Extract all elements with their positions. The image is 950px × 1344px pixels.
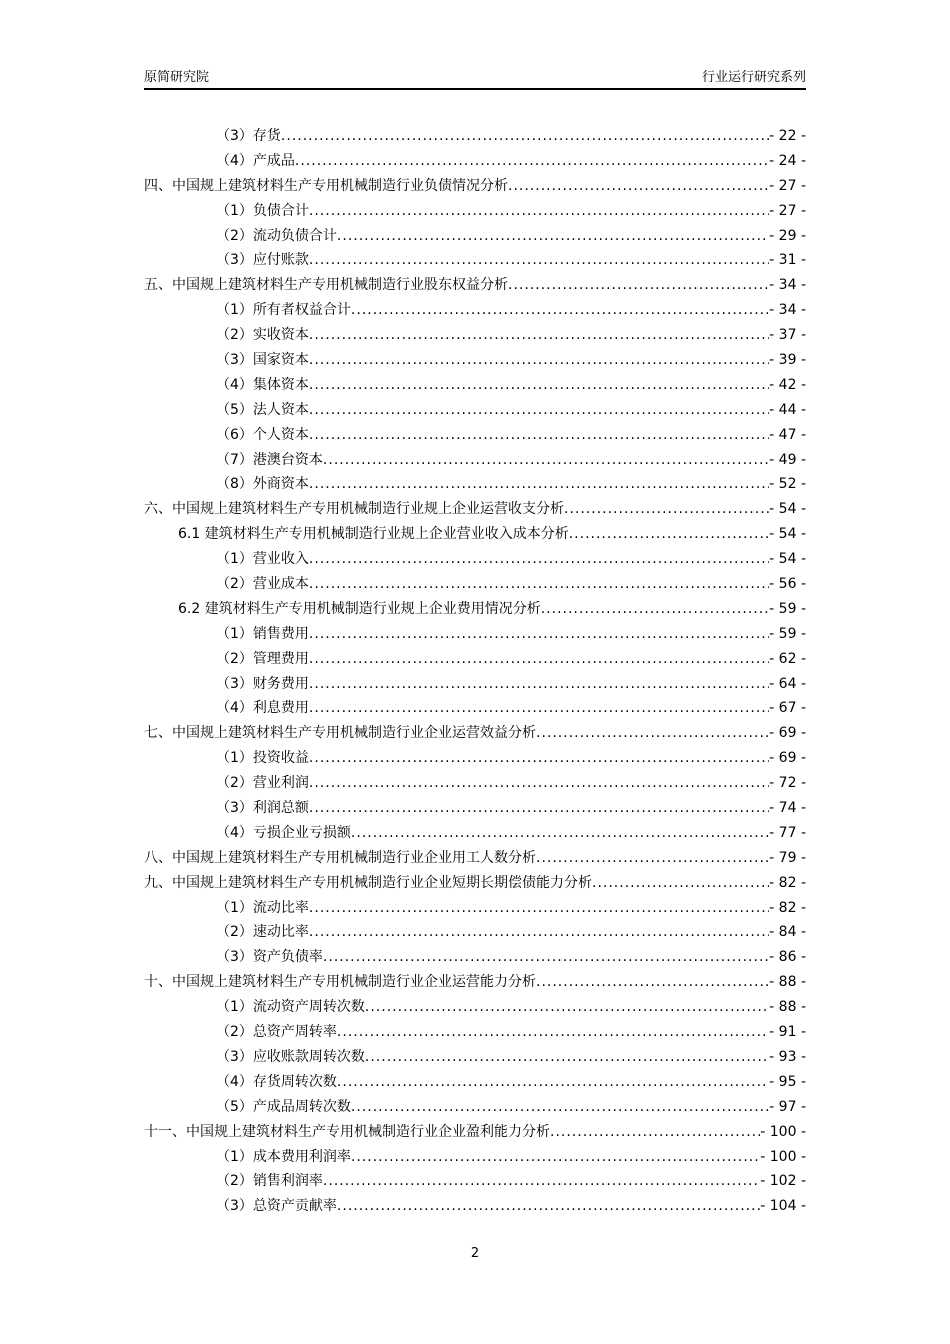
toc-entry-page: - 84 -	[769, 924, 806, 941]
toc-dot-leader	[541, 597, 769, 622]
toc-dot-leader	[508, 174, 769, 199]
toc-entry-title: （7）港澳台资本	[216, 451, 323, 468]
toc-entry-page: - 88 -	[769, 974, 806, 991]
toc-entry-title: （5）法人资本	[216, 401, 309, 418]
toc-dot-leader	[309, 572, 769, 597]
toc-entry-page: - 47 -	[769, 426, 806, 443]
header-org-name: 原简研究院	[144, 70, 210, 85]
page-header	[144, 68, 806, 90]
toc-dot-leader	[309, 896, 769, 921]
toc-entry-title: 九、中国规上建筑材料生产专用机械制造行业企业短期长期偿债能力分析	[144, 874, 592, 891]
toc-entry-page: - 44 -	[769, 401, 806, 418]
toc-entry-title: 五、中国规上建筑材料生产专用机械制造行业股东权益分析	[144, 277, 508, 294]
toc-dot-leader	[365, 995, 769, 1020]
toc-dot-leader	[323, 448, 769, 473]
toc-dot-leader	[309, 647, 769, 672]
toc-entry-title: （2）实收资本	[216, 327, 309, 344]
toc-dot-leader	[309, 672, 769, 697]
toc-entry-title: 十、中国规上建筑材料生产专用机械制造行业企业运营能力分析	[144, 974, 536, 991]
toc-entry-page: - 49 -	[769, 451, 806, 468]
toc-dot-leader	[309, 472, 769, 497]
toc-entry-title: （3）利润总额	[216, 800, 309, 817]
toc-entry-title: （3）国家资本	[216, 352, 309, 368]
toc-entry-page: - 39 -	[769, 352, 806, 368]
toc-dot-leader	[550, 1120, 760, 1145]
toc-entry-page: - 52 -	[769, 476, 806, 493]
toc-entry[interactable]	[144, 1194, 806, 1219]
toc-entry[interactable]	[144, 821, 806, 846]
toc-dot-leader	[351, 298, 769, 323]
toc-entry-page: - 54 -	[769, 526, 806, 543]
toc-dot-leader	[309, 348, 769, 373]
toc-entry-title: （1）流动比率	[216, 899, 309, 916]
toc-entry-title: （3）存货	[216, 127, 281, 144]
toc-entry[interactable]	[144, 472, 806, 497]
toc-entry[interactable]	[144, 945, 806, 970]
toc-dot-leader	[309, 920, 769, 945]
toc-dot-leader	[351, 1095, 769, 1120]
toc-dot-leader	[337, 1070, 769, 1095]
toc-entry-title: （3）总资产贡献率	[216, 1198, 337, 1215]
toc-entry[interactable]	[144, 647, 806, 672]
toc-dot-leader	[309, 423, 769, 448]
toc-entry[interactable]	[144, 995, 806, 1020]
toc-dot-leader	[281, 124, 769, 149]
toc-entry-title: （2）营业成本	[216, 576, 309, 593]
toc-entry-page: - 22 -	[769, 127, 806, 144]
toc-entry-page: - 27 -	[769, 177, 806, 194]
toc-entry-page: - 42 -	[769, 376, 806, 393]
toc-entry-page: - 31 -	[769, 252, 806, 269]
toc-dot-leader	[351, 1145, 760, 1170]
toc-entry[interactable]	[144, 224, 806, 249]
toc-entry-page: - 91 -	[769, 1024, 806, 1041]
toc-entry[interactable]	[144, 348, 806, 373]
toc-entry-page: - 24 -	[769, 152, 806, 169]
toc-entry[interactable]	[144, 547, 806, 572]
toc-entry[interactable]	[144, 323, 806, 348]
toc-entry-title: 八、中国规上建筑材料生产专用机械制造行业企业用工人数分析	[144, 849, 536, 866]
toc-entry-page: - 54 -	[769, 501, 806, 518]
toc-entry-title: 十一、中国规上建筑材料生产专用机械制造行业企业盈利能力分析	[144, 1123, 550, 1140]
toc-entry[interactable]	[144, 896, 806, 921]
toc-entry-title: （4）产成品	[216, 152, 295, 169]
toc-dot-leader	[536, 846, 769, 871]
toc-entry[interactable]	[144, 1020, 806, 1045]
toc-entry-page: - 102 -	[760, 1173, 806, 1190]
table-of-contents	[144, 124, 806, 1219]
toc-entry[interactable]	[144, 846, 806, 871]
toc-entry[interactable]	[144, 1045, 806, 1070]
toc-entry[interactable]	[144, 796, 806, 821]
toc-entry-title: 6.1 建筑材料生产专用机械制造行业规上企业营业收入成本分析	[178, 526, 569, 543]
toc-dot-leader	[536, 721, 769, 746]
toc-entry[interactable]	[144, 174, 806, 199]
toc-entry-title: （3）应付账款	[216, 252, 309, 269]
toc-dot-leader	[309, 199, 769, 224]
toc-entry-page: - 37 -	[769, 327, 806, 344]
toc-entry-page: - 86 -	[769, 949, 806, 966]
toc-entry[interactable]	[144, 199, 806, 224]
toc-entry[interactable]	[144, 298, 806, 323]
toc-dot-leader	[309, 622, 769, 647]
toc-entry-page: - 95 -	[769, 1073, 806, 1090]
toc-entry[interactable]	[144, 124, 806, 149]
toc-entry-title: （2）销售利润率	[216, 1173, 323, 1190]
toc-entry[interactable]	[144, 1145, 806, 1170]
toc-entry[interactable]	[144, 771, 806, 796]
toc-entry-title: （1）销售费用	[216, 625, 309, 642]
toc-entry-page: - 104 -	[760, 1198, 806, 1215]
toc-dot-leader	[309, 771, 769, 796]
toc-entry-page: - 62 -	[769, 650, 806, 667]
toc-entry[interactable]	[144, 248, 806, 273]
toc-entry-page: - 88 -	[769, 999, 806, 1016]
toc-entry[interactable]	[144, 871, 806, 896]
toc-entry-title: （2）管理费用	[216, 650, 309, 667]
toc-entry-title: （2）总资产周转率	[216, 1024, 337, 1041]
toc-dot-leader	[351, 821, 769, 846]
page-number: 2	[470, 1246, 480, 1261]
toc-entry-title: （1）负债合计	[216, 202, 309, 219]
toc-dot-leader	[337, 224, 769, 249]
toc-entry-page: - 82 -	[769, 899, 806, 916]
toc-entry-title: （1）投资收益	[216, 750, 309, 767]
toc-dot-leader	[309, 398, 769, 423]
toc-entry[interactable]	[144, 672, 806, 697]
toc-entry-title: （3）资产负债率	[216, 949, 323, 966]
toc-entry[interactable]	[144, 448, 806, 473]
toc-dot-leader	[309, 696, 769, 721]
toc-entry[interactable]	[144, 398, 806, 423]
toc-dot-leader	[536, 970, 769, 995]
toc-entry-title: （3）应收账款周转次数	[216, 1048, 365, 1065]
toc-entry-page: - 72 -	[769, 775, 806, 792]
toc-dot-leader	[309, 746, 769, 771]
toc-entry-page: - 67 -	[769, 700, 806, 717]
toc-entry-title: （4）亏损企业亏损额	[216, 824, 351, 841]
toc-dot-leader	[309, 248, 769, 273]
toc-entry[interactable]	[144, 1169, 806, 1194]
toc-entry-title: （2）流动负债合计	[216, 227, 337, 244]
toc-entry-title: 七、中国规上建筑材料生产专用机械制造行业企业运营效益分析	[144, 725, 536, 742]
toc-entry[interactable]	[144, 572, 806, 597]
toc-entry-title: 四、中国规上建筑材料生产专用机械制造行业负债情况分析	[144, 177, 508, 194]
toc-entry-title: （2）速动比率	[216, 924, 309, 941]
toc-entry-title: （1）所有者权益合计	[216, 302, 351, 319]
toc-entry-title: （4）集体资本	[216, 376, 309, 393]
toc-dot-leader	[337, 1020, 769, 1045]
header-series-name: 行业运行研究系列	[701, 70, 806, 85]
toc-entry-page: - 100 -	[760, 1123, 806, 1140]
toc-entry-title: （1）流动资产周转次数	[216, 999, 365, 1016]
toc-entry-page: - 69 -	[769, 750, 806, 767]
toc-entry-page: - 59 -	[769, 625, 806, 642]
toc-entry-title: （6）个人资本	[216, 426, 309, 443]
toc-entry-page: - 82 -	[769, 874, 806, 891]
toc-dot-leader	[592, 871, 769, 896]
toc-entry[interactable]	[144, 696, 806, 721]
toc-dot-leader	[309, 373, 769, 398]
toc-entry-title: （8）外商资本	[216, 476, 309, 493]
toc-entry-page: - 56 -	[769, 576, 806, 593]
toc-entry[interactable]	[144, 622, 806, 647]
toc-dot-leader	[569, 522, 769, 547]
toc-entry-title: 6.2 建筑材料生产专用机械制造行业规上企业费用情况分析	[178, 600, 541, 617]
toc-entry[interactable]	[144, 1095, 806, 1120]
toc-entry-page: - 93 -	[769, 1048, 806, 1065]
toc-entry-page: - 79 -	[769, 849, 806, 866]
toc-dot-leader	[564, 497, 769, 522]
toc-entry-title: （1）营业收入	[216, 551, 309, 568]
toc-entry-page: - 74 -	[769, 800, 806, 817]
toc-dot-leader	[295, 149, 769, 174]
toc-entry-page: - 69 -	[769, 725, 806, 742]
toc-entry-page: - 100 -	[760, 1148, 806, 1165]
toc-dot-leader	[337, 1194, 760, 1219]
toc-entry-page: - 27 -	[769, 202, 806, 219]
toc-entry[interactable]	[144, 970, 806, 995]
toc-entry-title: （3）财务费用	[216, 675, 309, 692]
toc-entry-title: （5）产成品周转次数	[216, 1098, 351, 1115]
toc-dot-leader	[508, 273, 769, 298]
toc-entry-title: 六、中国规上建筑材料生产专用机械制造行业规上企业运营收支分析	[144, 501, 564, 518]
toc-entry-title: （4）存货周转次数	[216, 1073, 337, 1090]
toc-entry[interactable]	[144, 373, 806, 398]
toc-entry-title: （2）营业利润	[216, 775, 309, 792]
toc-entry[interactable]	[144, 746, 806, 771]
toc-entry-page: - 34 -	[769, 277, 806, 294]
toc-entry[interactable]	[144, 149, 806, 174]
toc-entry-page: - 34 -	[769, 302, 806, 319]
toc-entry-page: - 97 -	[769, 1098, 806, 1115]
toc-entry-page: - 64 -	[769, 675, 806, 692]
toc-entry[interactable]	[144, 1070, 806, 1095]
toc-entry[interactable]	[144, 273, 806, 298]
toc-entry[interactable]	[144, 921, 806, 946]
toc-dot-leader	[309, 323, 769, 348]
toc-entry[interactable]	[144, 1120, 806, 1145]
toc-entry-title: （1）成本费用利润率	[216, 1148, 351, 1165]
toc-dot-leader	[309, 796, 769, 821]
toc-entry-title: （4）利息费用	[216, 700, 309, 717]
toc-entry[interactable]	[144, 597, 806, 622]
toc-dot-leader	[323, 1169, 760, 1194]
toc-entry-page: - 59 -	[769, 600, 806, 617]
toc-entry-page: - 29 -	[769, 227, 806, 244]
toc-entry-page: - 77 -	[769, 824, 806, 841]
toc-entry-page: - 54 -	[769, 551, 806, 568]
toc-entry[interactable]	[144, 721, 806, 746]
toc-entry[interactable]	[144, 497, 806, 522]
toc-dot-leader	[365, 1045, 769, 1070]
toc-entry[interactable]	[144, 522, 806, 547]
toc-dot-leader	[309, 547, 769, 572]
toc-entry[interactable]	[144, 423, 806, 448]
toc-dot-leader	[323, 945, 769, 970]
